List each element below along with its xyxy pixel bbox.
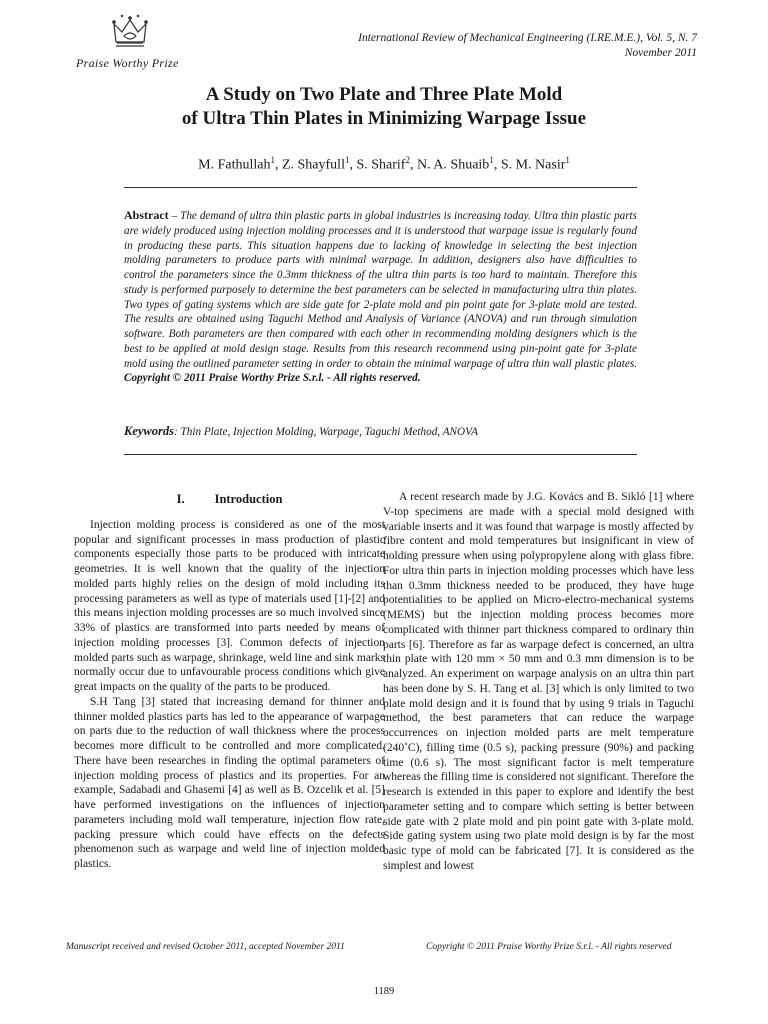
left-column	[74, 488, 385, 872]
author-list: M. Fathullah$^1$, Z. Shayfull$^1$, S. Sharif$^2$, N. A. Shuaib$^1$, S. M. Nasir$^1$	[198, 155, 570, 173]
page-number: 1189	[373, 986, 395, 997]
right-column	[383, 490, 694, 874]
abstract-body: The demand of ultra thin plastic parts in global industries is increasing today. Ultra thin plastic parts are widely produced using injection molding processes and it is understood that warpage issue is regularly found in producing these parts. This situation happens due to lacking of knowledge in selecting the best injection molding parameters to produce parts with minimal warpage. In addition, designers also have difficulties to control the parameters since the 0.3mm thickness of the ultra thin parts is too hard to maintain. Therefore this study is performed purposely to determine the best parameters can be selected in manufacturing ultra thin plates. Two types of gating systems which are side gate for 2-plate mold and pin point gate for 3-plate mold are tested. The results are obtained using Taguchi Method and Analysis of Variance (ANOVA) and run through simulation software. Both parameters are then compared with each other in recommending molding designers which is the best to be applied at mold design stage. Results from this research recommend using pin-point gate for 3-plate mold using the outlined parameter setting in order to obtain the minimal warpage of ultra thin wall plastic plates.	[124, 210, 638, 370]
title-line-2: of Ultra Thin Plates in Minimizing Warpage Issue	[181, 107, 587, 129]
bottom-divider	[124, 454, 637, 455]
top-divider	[124, 187, 637, 188]
abstract-label: Abstract	[124, 208, 169, 222]
paragraph: Injection molding process is considered as one of the most popular and significant processes in mass production of plastic components especially those parts to be produced with intricate geometries. It is well known that the quality of the injection molded parts highly relies on the design of mold including its processing parameters as well as type of materials used [1]-[2] and this means injection molding processes are so much involved since 33% of plastics are transformed into parts needed by means of injection molding processes [3]. Common defects of injection molded parts such as warpage, shrinkage, weld line and sink marks normally occur due to unfavourable process conditions which give great impacts on the quality of the parts to be produced.	[74, 518, 385, 693]
author: S. Sharif	[356, 157, 406, 173]
abstract	[124, 208, 637, 386]
author-affiliation: 2	[405, 155, 410, 165]
author: N. A. Shuaib	[416, 157, 490, 173]
journal-header	[257, 31, 697, 61]
author-affiliation: 1	[270, 155, 275, 165]
paragraph: S.H Tang [3] stated that increasing demand for thinner and thinner molded plastics parts has led to the appearance of warpage on parts due to the reduction of wall thickness where the process becomes more difficult to be controlled and more complicated. There have been researches in finding the optimal parameters of injection molding process of plastics and its properties. For an example, Sadabadi and Ghasemi [4] as well as B. Ozcelik et al. [5] have performed investigations on the influences of injection parameters including mold wall temperature, injection flow rate, packing pressure which could have effects on the defects phenomenon such as warpage and weld line of injection molded plastics.	[74, 695, 385, 870]
title-line-1: A Study on Two Plate and Three Plate Mold	[205, 84, 563, 105]
section-heading	[74, 492, 385, 507]
paper-title	[80, 83, 688, 130]
journal-citation: International Review of Mechanical Engineering (I.RE.M.E.), Vol. 5, N. 7	[358, 32, 697, 44]
publisher-name: Praise Worthy Prize	[76, 56, 179, 70]
keywords-text: : Thin Plate, Injection Molding, Warpage, Taguchi Method, ANOVA	[174, 426, 478, 438]
keywords	[124, 424, 637, 439]
abstract-dash: –	[168, 210, 181, 222]
author: S. M. Nasir	[500, 157, 566, 173]
section-title: Introduction	[214, 492, 283, 506]
footer-copyright: Copyright © 2011 Praise Worthy Prize S.r.l. - All rights reserved	[426, 942, 672, 952]
author: Z. Shayfull	[281, 157, 345, 173]
abstract-copyright: Copyright © 2011 Praise Worthy Prize S.r.l. - All rights reserved.	[124, 372, 421, 385]
author-affiliation: 1	[489, 155, 494, 165]
author-affiliation: 1	[565, 155, 570, 165]
crown-logo-icon	[110, 12, 150, 52]
manuscript-note: Manuscript received and revised October 2011, accepted November 2011	[66, 942, 345, 952]
author: M. Fathullah	[198, 157, 271, 173]
paragraph: A recent research made by J.G. Kovács and B. Sikló [1] where V-top specimens are made with a special mold designed with variable inserts and it was found that warpage is mostly affected by fibre content and mold temperatures but insignificant in view of holding pressure when using polypropylene along with glass fibre. For ultra thin parts in injection molding processes which have less than 0.3mm thickness needed to be produced, they have huge potentialities to be applied on Micro-electro-mechanical systems (MEMS) but the injection molding process becomes more complicated with thinner part thickness compared to ordinary thin parts [6]. Therefore as far as warpage defect is concerned, an ultra thin plate with 120 mm × 50 mm and 0.3 mm dimension is to be analyzed. An experiment on warpage analysis on an ultra thin part has been done by S. H. Tang et al. [3] which is only limited to two plate mold design and it is found that by using 9 trials in Taguchi method, the best parameters that can reduce the warpage occurrences on injection molded parts are melt temperature (240˚C), filling time (0.5 s), packing pressure (90%) and packing time (0.6 s). The most significant factor is melt temperature whereas the filling time is considered not significant. Therefore the research is extended in this paper to explore and identify the best parameter setting and to compare which setting is better between side gate with 2 plate mold and pin point gate with 3-plate mold. Side gating system using two plate mold design is by far the most basic type of mold can be fabricated [7]. It is considered as the simplest and lowest	[383, 491, 694, 872]
section-number: I.	[176, 492, 185, 506]
publisher-logo	[76, 12, 186, 72]
author-affiliation: 1	[344, 155, 350, 165]
journal-date: November 2011	[624, 47, 697, 59]
keywords-label: Keywords	[124, 424, 174, 438]
